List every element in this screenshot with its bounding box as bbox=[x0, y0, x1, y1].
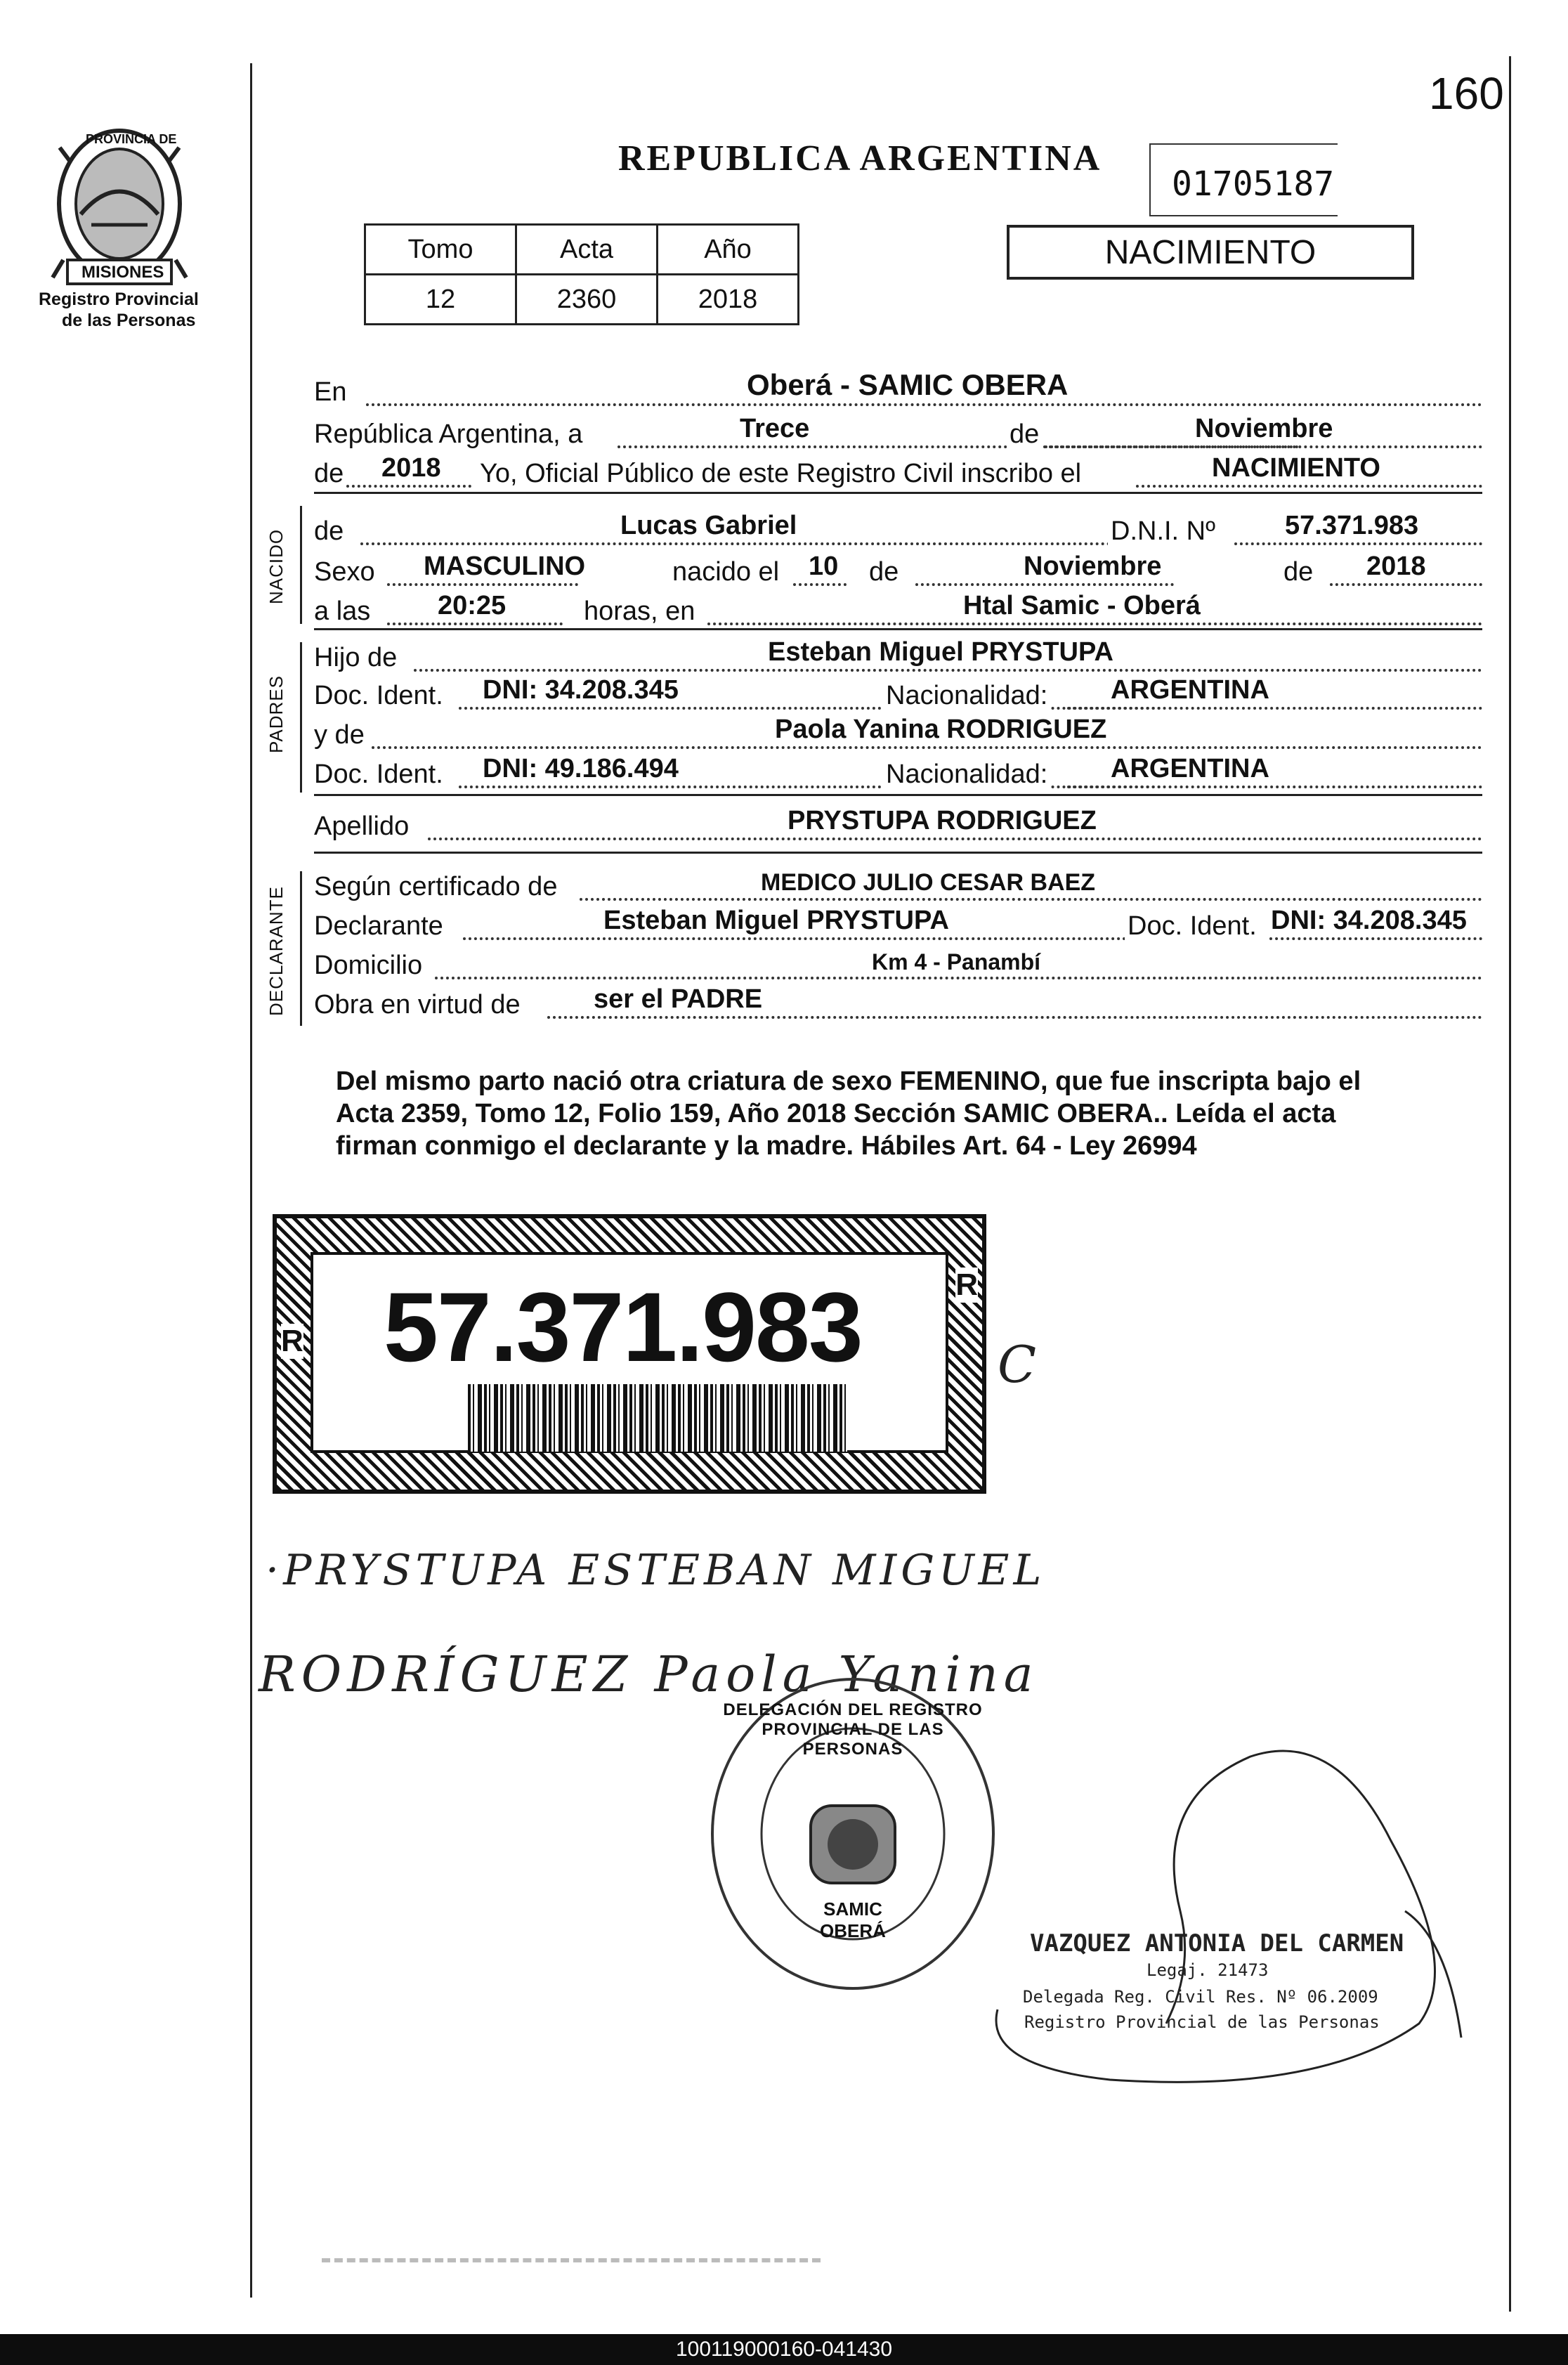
value-lugar: Oberá - SAMIC OBERA bbox=[747, 368, 1069, 401]
label-horas-en: horas, en bbox=[584, 597, 695, 626]
row-republica bbox=[314, 415, 1482, 454]
dots bbox=[793, 583, 847, 586]
dots bbox=[1330, 583, 1482, 586]
label-apellido: Apellido bbox=[314, 812, 410, 841]
handwritten-mother-name: RODRÍGUEZ Paola Yanina bbox=[259, 1646, 1039, 1703]
dots bbox=[435, 977, 1482, 979]
round-seal-inner-text: SAMIC OBERÁ bbox=[820, 1898, 886, 1941]
note-line-3: firman conmigo el declarante y la madre. Hábiles Art. 64 - Ley 26994 bbox=[336, 1131, 1197, 1161]
label-dni: D.N.I. Nº bbox=[1108, 516, 1218, 547]
value-nombre: Lucas Gabriel bbox=[620, 511, 797, 540]
acta-header: Acta bbox=[516, 225, 658, 275]
row-domicilio bbox=[314, 946, 1482, 985]
label-a-las: a las bbox=[314, 597, 371, 626]
dots bbox=[360, 542, 1133, 545]
dots bbox=[1136, 485, 1482, 488]
seal-top-text: PROVINCIA DE bbox=[86, 132, 177, 146]
round-seal-ring-text: DELEGACIÓN DEL REGISTRO PROVINCIAL DE LAS PERSONAS bbox=[723, 1700, 983, 1759]
footer-code: 100119000160-041430 bbox=[675, 2338, 893, 2361]
value-padre: Esteban Miguel PRYSTUPA bbox=[768, 637, 1113, 667]
doc-type-box bbox=[1007, 225, 1414, 280]
label-republica: República Argentina, a bbox=[314, 419, 583, 449]
note-line-2: Acta 2359, Tomo 12, Folio 159, Año 2018 Sección SAMIC OBERA.. Leída el acta bbox=[336, 1099, 1336, 1128]
value-lugar-nacimiento: Htal Samic - Oberá bbox=[963, 591, 1201, 620]
dni-stamp-number: 57.371.983 bbox=[384, 1272, 862, 1382]
dots bbox=[547, 1016, 1482, 1019]
dni-barcode bbox=[468, 1384, 847, 1452]
label-y-de: y de bbox=[314, 720, 365, 750]
side-label-nacido: NACIDO bbox=[266, 528, 287, 604]
country-title: REPUBLICA ARGENTINA bbox=[618, 138, 1102, 178]
scan-artifact-line bbox=[322, 2258, 821, 2262]
side-label-declarante: DECLARANTE bbox=[266, 886, 287, 1016]
dots bbox=[1067, 786, 1482, 788]
label-nacionalidad-madre: Nacionalidad: bbox=[883, 760, 1050, 790]
official-name: VAZQUEZ ANTONIA DEL CARMEN bbox=[1030, 1929, 1404, 1957]
row-declarante bbox=[314, 906, 1482, 946]
row-madre bbox=[314, 715, 1482, 755]
dni-stamp-inner bbox=[311, 1252, 948, 1453]
anio-value: 2018 bbox=[658, 275, 799, 325]
label-doc-ident-declarante: Doc. Ident. bbox=[1125, 911, 1260, 942]
doc-type: NACIMIENTO bbox=[1104, 234, 1317, 271]
label-yo-oficial: Yo, Oficial Público de este Registro Civil inscribo el bbox=[480, 459, 1082, 488]
label-obra-en-virtud: Obra en virtud de bbox=[314, 990, 521, 1019]
dots bbox=[1269, 937, 1482, 940]
official-role: Delegada Reg. Civil Res. Nº 06.2009 bbox=[1023, 1987, 1378, 2007]
left-margin-line bbox=[250, 63, 252, 2298]
label-de-mes-nac: de bbox=[869, 557, 899, 587]
anio-header: Año bbox=[658, 225, 799, 275]
value-declarante-doc: DNI: 34.208.345 bbox=[1271, 906, 1467, 935]
label-doc-ident-madre: Doc. Ident. bbox=[314, 760, 443, 789]
label-en: En bbox=[314, 377, 347, 407]
section-divider bbox=[314, 794, 1482, 796]
padres-bracket bbox=[300, 642, 302, 793]
section-divider bbox=[314, 852, 1482, 854]
value-tipo-inscripcion: NACIMIENTO bbox=[1212, 453, 1380, 483]
value-anio-inscripcion: 2018 bbox=[381, 453, 441, 483]
official-stamp bbox=[1023, 1929, 1404, 2032]
label-nacido-el: nacido el bbox=[672, 557, 780, 587]
row-padre bbox=[314, 638, 1482, 677]
value-mes-nacimiento: Noviembre bbox=[1024, 552, 1162, 581]
handwritten-mark-c: C bbox=[998, 1335, 1037, 1394]
value-dia-nacimiento: 10 bbox=[809, 552, 839, 581]
row-obra-virtud bbox=[314, 985, 1482, 1024]
value-padre-doc: DNI: 34.208.345 bbox=[483, 675, 679, 705]
value-mes-inscripcion: Noviembre bbox=[1195, 414, 1333, 443]
dots bbox=[459, 786, 1161, 788]
note-paragraph bbox=[336, 1065, 1488, 1162]
row-padre-doc bbox=[314, 676, 1482, 715]
label-de-nombre: de bbox=[314, 516, 344, 546]
value-hora: 20:25 bbox=[438, 591, 507, 620]
section-divider bbox=[314, 492, 1482, 494]
tomo-header: Tomo bbox=[365, 225, 516, 275]
province-seal bbox=[42, 119, 197, 288]
dots bbox=[428, 838, 1482, 840]
handwritten-father-name: ·PRYSTUPA ESTEBAN MIGUEL bbox=[266, 1546, 1046, 1595]
side-label-padres: PADRES bbox=[266, 675, 287, 753]
stamp-letter-left: R bbox=[281, 1324, 303, 1358]
label-segun-certificado: Según certificado de bbox=[314, 872, 558, 901]
acta-value: 2360 bbox=[516, 275, 658, 325]
row-hora bbox=[314, 592, 1482, 631]
footer-bar bbox=[0, 2334, 1568, 2365]
round-seal bbox=[705, 1672, 1000, 1995]
row-yo-oficial bbox=[314, 454, 1482, 493]
label-hijo-de: Hijo de bbox=[314, 643, 398, 672]
label-de-anio: de bbox=[314, 459, 344, 488]
tomo-value: 12 bbox=[365, 275, 516, 325]
label-nacionalidad-padre: Nacionalidad: bbox=[883, 681, 1050, 711]
dots bbox=[387, 583, 578, 586]
label-domicilio: Domicilio bbox=[314, 951, 423, 980]
note-line-1: Del mismo parto nació otra criatura de sexo FEMENINO, que fue inscripta bajo el bbox=[336, 1067, 1361, 1096]
official-legajo: Legaj. 21473 bbox=[1146, 1960, 1269, 1980]
official-signature-stroke bbox=[969, 1700, 1475, 2094]
row-nombre bbox=[314, 512, 1482, 551]
page-number: 160 bbox=[1429, 68, 1504, 119]
dots bbox=[915, 583, 1174, 586]
value-madre-doc: DNI: 49.186.494 bbox=[483, 754, 679, 783]
dots bbox=[366, 403, 1482, 406]
label-sexo: Sexo bbox=[314, 557, 375, 587]
row-en bbox=[314, 368, 1482, 412]
label-de-anio-nac: de bbox=[1283, 557, 1314, 587]
dots bbox=[372, 746, 1482, 749]
dots bbox=[707, 623, 1482, 625]
row-certificado bbox=[314, 867, 1482, 906]
value-declarante: Esteban Miguel PRYSTUPA bbox=[603, 906, 949, 935]
nacido-bracket bbox=[300, 506, 302, 624]
value-domicilio: Km 4 - Panambí bbox=[872, 949, 1041, 975]
declarante-bracket bbox=[300, 871, 302, 1026]
form-number-box bbox=[1149, 143, 1338, 216]
label-de-mes: de bbox=[1007, 419, 1042, 450]
dots bbox=[387, 623, 563, 625]
label-declarante: Declarante bbox=[314, 911, 443, 941]
dots bbox=[459, 707, 1161, 710]
registry-line1: Registro Provincial bbox=[39, 289, 199, 309]
value-madre-nacionalidad: ARGENTINA bbox=[1111, 754, 1269, 783]
row-madre-doc bbox=[314, 755, 1482, 794]
stamp-letter-right: R bbox=[955, 1268, 978, 1302]
value-anio-nacimiento: 2018 bbox=[1366, 552, 1426, 581]
right-margin-line bbox=[1509, 56, 1511, 2312]
row-apellido bbox=[314, 807, 1482, 846]
dots bbox=[463, 937, 1165, 940]
dots bbox=[414, 669, 1482, 672]
dots bbox=[346, 485, 471, 488]
value-apellido: PRYSTUPA RODRIGUEZ bbox=[788, 806, 1097, 835]
seal-bottom-text: MISIONES bbox=[81, 263, 164, 282]
section-divider bbox=[314, 628, 1482, 630]
reference-table bbox=[364, 223, 799, 325]
value-certificado: MEDICO JULIO CESAR BAEZ bbox=[761, 869, 1096, 896]
value-obra-virtud: ser el PADRE bbox=[594, 984, 763, 1014]
value-sexo: MASCULINO bbox=[424, 552, 586, 581]
value-dia-letras: Trece bbox=[740, 414, 810, 443]
dots bbox=[1045, 445, 1482, 448]
dni-stamp bbox=[273, 1214, 986, 1494]
label-doc-ident-padre: Doc. Ident. bbox=[314, 681, 443, 710]
official-registry: Registro Provincial de las Personas bbox=[1024, 2012, 1380, 2032]
dots bbox=[580, 898, 1482, 901]
form-number: 01705187 bbox=[1172, 164, 1335, 204]
value-madre: Paola Yanina RODRIGUEZ bbox=[775, 715, 1107, 744]
dots bbox=[1234, 542, 1482, 545]
registry-line2: de las Personas bbox=[62, 311, 196, 330]
value-padre-nacionalidad: ARGENTINA bbox=[1111, 675, 1269, 705]
dots bbox=[1067, 707, 1482, 710]
row-sexo bbox=[314, 552, 1482, 592]
value-dni: 57.371.983 bbox=[1285, 511, 1419, 540]
